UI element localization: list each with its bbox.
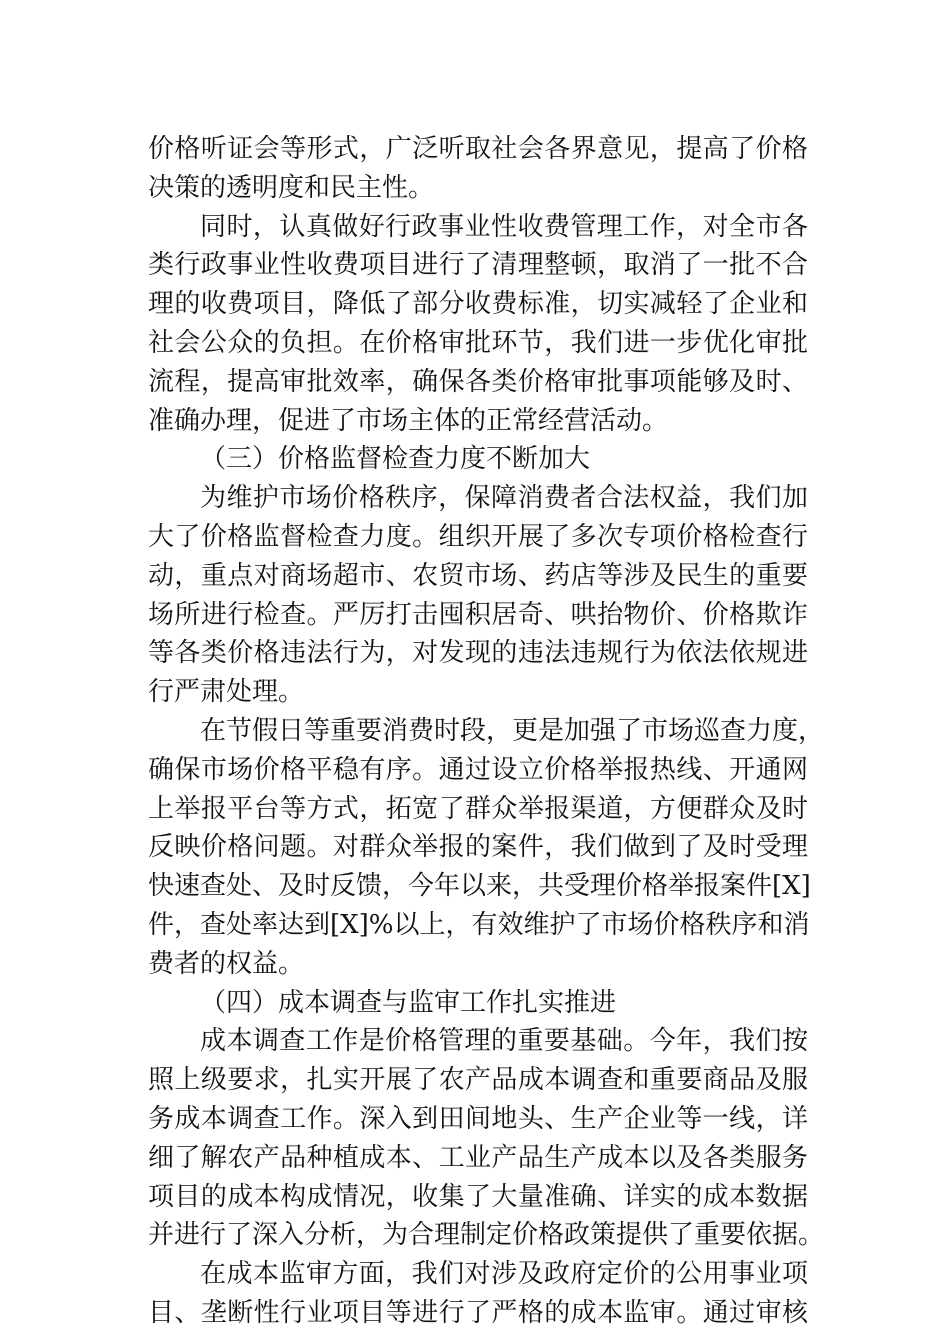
text-line: 项目的成本构成情况，收集了大量准确、详实的成本数据 (148, 1181, 808, 1212)
text-line: 细了解农产品种植成本、工业产品生产成本以及各类服务 (148, 1142, 808, 1173)
paragraph-first-line: 为维护市场价格秩序，保障消费者合法权益，我们加 (200, 483, 808, 514)
text-line: 准确办理，促进了市场主体的正常经营活动。 (148, 405, 669, 436)
paragraph-first-line: 在成本监审方面，我们对涉及政府定价的公用事业项 (200, 1259, 808, 1290)
text-line: 快速查处、及时反馈，今年以来，共受理价格举报案件[X] (148, 871, 811, 902)
text-line: 大了价格监督检查力度。组织开展了多次专项价格检查行 (148, 521, 808, 552)
text-line: 照上级要求，扎实开展了农产品成本调查和重要商品及服 (148, 1065, 808, 1096)
text-line: 场所进行检查。严厉打击囤积居奇、哄抬物价、价格欺诈 (148, 599, 808, 630)
paragraph-first-line: 在节假日等重要消费时段，更是加强了市场巡查力度， (200, 715, 825, 746)
text-line: 费者的权益。 (148, 948, 305, 979)
text-line: 社会公众的负担。在价格审批环节，我们进一步优化审批 (148, 327, 808, 358)
text-line: 目、垄断性行业项目等进行了严格的成本监审。通过审核 (148, 1297, 808, 1328)
text-line: 理的收费项目，降低了部分收费标准，切实减轻了企业和 (148, 289, 808, 320)
document-body (148, 130, 825, 1333)
paragraph-first-line: 同时，认真做好行政事业性收费管理工作，对全市各 (200, 211, 808, 242)
text-line: 并进行了深入分析，为合理制定价格政策提供了重要依据。 (148, 1220, 825, 1251)
text-line: 务成本调查工作。深入到田间地头、生产企业等一线，详 (148, 1103, 808, 1134)
text-line: 确保市场价格平稳有序。通过设立价格举报热线、开通网 (148, 754, 808, 785)
text-line: 流程，提高审批效率，确保各类价格审批事项能够及时、 (148, 366, 808, 397)
section-heading: （四）成本调查与监审工作扎实推进 (200, 987, 617, 1018)
text-line: 行严肃处理。 (148, 677, 305, 708)
section-heading: （三）价格监督检查力度不断加大 (200, 444, 591, 475)
text-line: 决策的透明度和民主性。 (148, 172, 435, 203)
text-line: 反映价格问题。对群众举报的案件，我们做到了及时受理 (148, 832, 808, 863)
text-line: 动，重点对商场超市、农贸市场、药店等涉及民生的重要 (148, 560, 808, 591)
text-line: 等各类价格违法行为，对发现的违法违规行为依法依规进 (148, 638, 808, 669)
text-line: 价格听证会等形式，广泛听取社会各界意见，提高了价格 (148, 134, 808, 164)
text-line: 上举报平台等方式，拓宽了群众举报渠道，方便群众及时 (148, 793, 808, 824)
text-line: 件，查处率达到[X]%以上，有效维护了市场价格秩序和消 (148, 909, 810, 940)
text-line: 类行政事业性收费项目进行了清理整顿，取消了一批不合 (148, 250, 808, 281)
paragraph-first-line: 成本调查工作是价格管理的重要基础。今年，我们按 (200, 1026, 808, 1057)
